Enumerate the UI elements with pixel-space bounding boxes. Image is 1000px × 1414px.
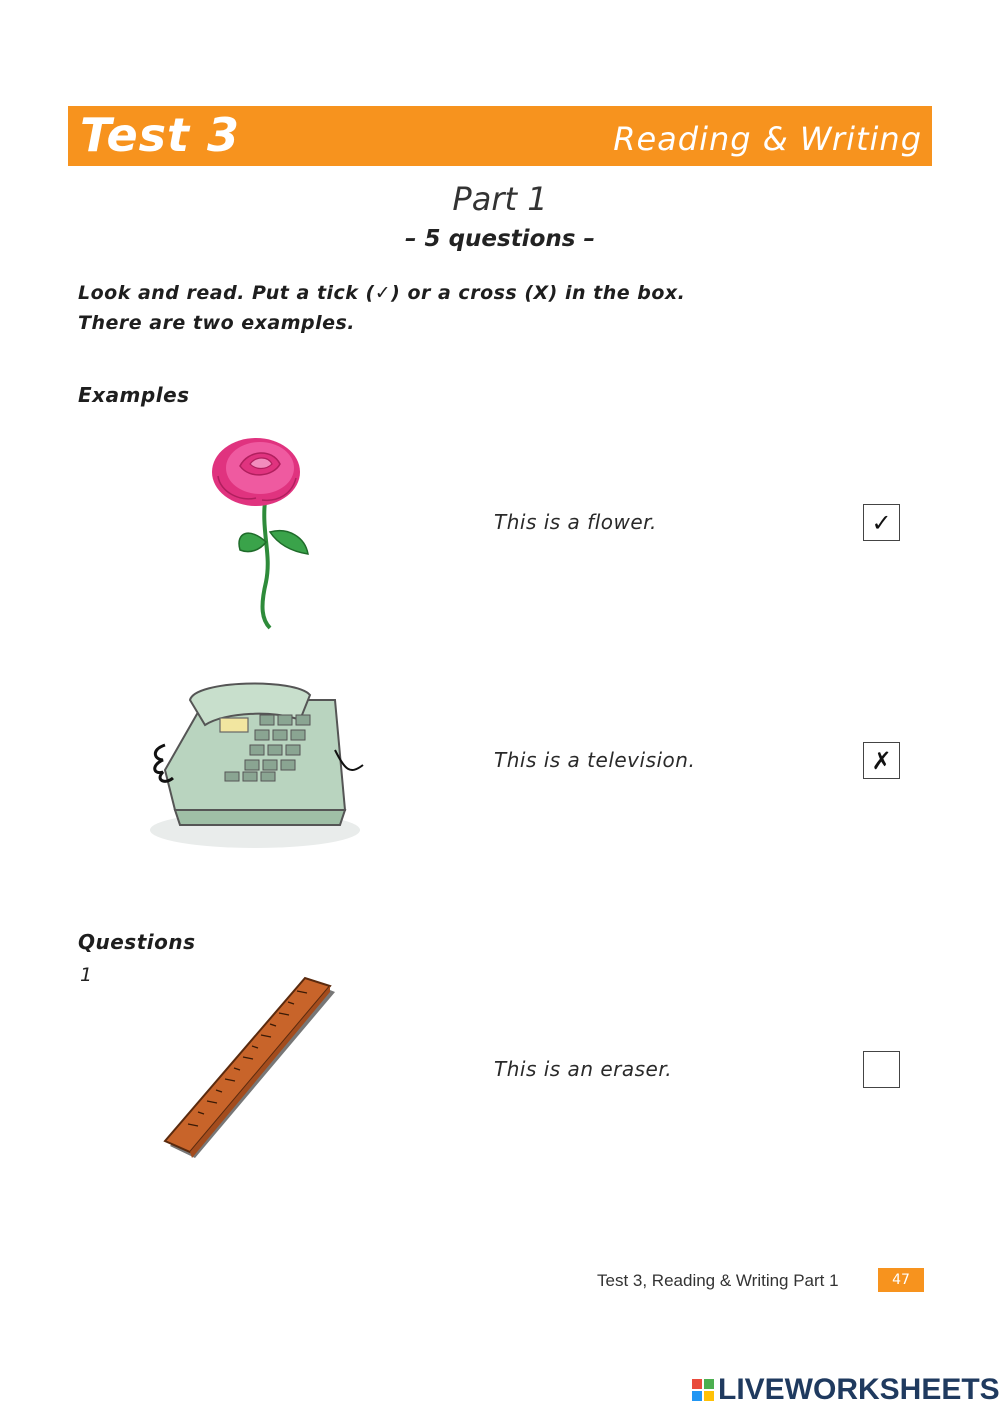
example-2-answer-box: ✗ (863, 742, 900, 779)
question-1-answer-box[interactable] (863, 1051, 900, 1088)
example-2-sentence: This is a television. (494, 748, 696, 772)
instruction-line-2: There are two examples. (78, 312, 356, 334)
telephone-picture (135, 660, 365, 860)
example-1-answer-box: ✓ (863, 504, 900, 541)
part-subtitle: – 5 questions – (405, 226, 595, 252)
question-1-number: 1 (80, 964, 93, 986)
liveworksheets-mark-icon (692, 1379, 714, 1401)
footer-text: Test 3, Reading & Writing Part 1 (597, 1271, 839, 1290)
header-bar (68, 106, 932, 166)
questions-heading: Questions (78, 930, 196, 954)
test-title: Test 3 (80, 108, 241, 162)
section-title: Reading & Writing (613, 120, 922, 158)
page-number: 47 (878, 1268, 924, 1292)
examples-heading: Examples (78, 383, 190, 407)
instruction-line-1: Look and read. Put a tick (✓) or a cross (X) in the box. (78, 282, 686, 304)
example-1-sentence: This is a flower. (494, 510, 657, 534)
question-1-sentence: This is an eraser. (494, 1057, 673, 1081)
ruler-picture (160, 976, 340, 1166)
part-title: Part 1 (452, 180, 548, 218)
liveworksheets-logo (692, 1374, 1000, 1406)
liveworksheets-text: LIVEWORKSHEETS (718, 1373, 1000, 1406)
rose-flower-picture (200, 432, 320, 632)
